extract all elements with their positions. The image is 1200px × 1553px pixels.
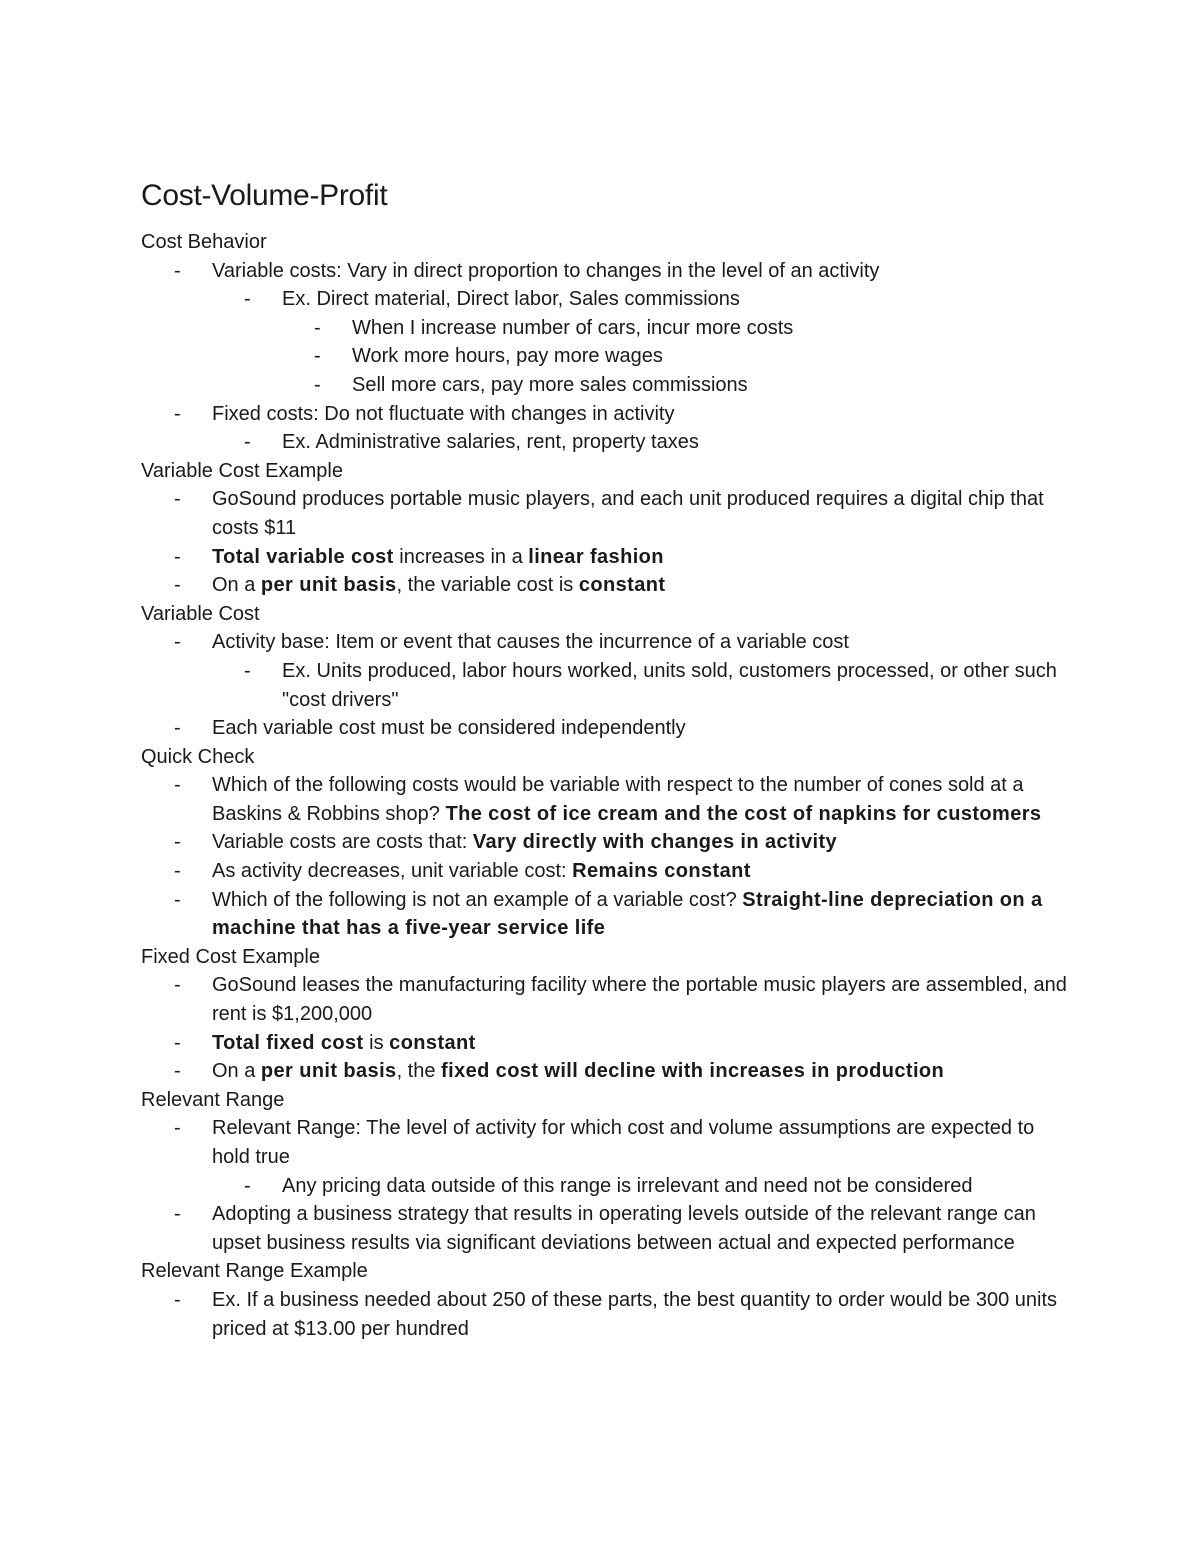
- list-item: [141, 1172, 1071, 1201]
- text-run: Which of the following is not an example of a variable cost?: [212, 888, 743, 911]
- list-item-text: [212, 974, 1067, 1025]
- list-item: [141, 971, 1071, 1028]
- bold-text: The cost of ice cream and the cost of napkins for customers: [445, 802, 1042, 825]
- text-run: Ex. If a business needed about 250 of these parts, the best quantity to order would be 300 units priced at $13.00 per hundred: [212, 1288, 1058, 1340]
- list-item-text: [352, 374, 748, 396]
- text-run: Ex. Direct material, Direct labor, Sales commissions: [282, 288, 740, 311]
- list-item-text: [282, 431, 699, 453]
- list-item: [141, 571, 1071, 600]
- list-item-text: [282, 660, 1057, 711]
- list-item: [141, 828, 1071, 857]
- bullet-dash: -: [174, 974, 181, 997]
- document-title: Cost-Volume-Profit: [141, 179, 388, 212]
- bullet-dash: -: [244, 1174, 251, 1197]
- list-item: [141, 886, 1071, 943]
- bullet-dash: -: [244, 431, 251, 454]
- list-item-text: [212, 403, 674, 425]
- list-item: [141, 1286, 1071, 1343]
- list-item: [141, 257, 1071, 286]
- list-item: [141, 1057, 1071, 1086]
- list-item-text: [212, 574, 665, 596]
- bold-text: Total fixed cost: [212, 1031, 364, 1054]
- list-item-text: [212, 717, 686, 739]
- list-item: [141, 1029, 1071, 1058]
- list-item-text: [212, 889, 1043, 940]
- text-run: Ex. Units produced, labor hours worked, units sold, customers processed, or other such "cost drivers": [282, 659, 1057, 711]
- list-item: [141, 371, 1071, 400]
- list-item-text: [212, 631, 849, 653]
- bullet-dash: -: [174, 1031, 181, 1054]
- list-item: [141, 285, 1071, 314]
- bold-text: fixed cost will decline with increases in production: [441, 1060, 945, 1083]
- text-run: On a: [212, 574, 261, 597]
- list-item-text: [212, 546, 664, 568]
- list-item-text: [212, 488, 1044, 539]
- bullet-dash: -: [314, 373, 321, 396]
- bullet-dash: -: [174, 631, 181, 654]
- list-item-text: [282, 288, 740, 310]
- list-item-text: [212, 1032, 476, 1054]
- text-run: Variable costs are costs that:: [212, 831, 473, 854]
- bullet-dash: -: [174, 259, 181, 282]
- list-item-text: [352, 345, 663, 367]
- bold-text: per unit basis: [260, 1060, 397, 1083]
- bullet-dash: -: [174, 545, 181, 568]
- section: [141, 600, 1071, 743]
- list-item-text: [212, 1060, 944, 1082]
- bullet-dash: -: [174, 574, 181, 597]
- text-run: , the: [396, 1060, 442, 1083]
- bullet-dash: -: [174, 860, 181, 883]
- list-item-text: [212, 774, 1041, 825]
- text-run: On a: [212, 1060, 261, 1083]
- list-item: [141, 428, 1071, 457]
- list-item: [141, 714, 1071, 743]
- section: [141, 943, 1071, 1086]
- text-run: Activity base: Item or event that causes the incurrence of a variable cost: [212, 631, 849, 654]
- text-run: Each variable cost must be considered independently: [212, 717, 686, 740]
- section-heading: Variable Cost Example: [141, 459, 343, 482]
- list-item: [141, 628, 1071, 657]
- bold-text: Straight-line depreciation on a machine that has a five-year service life: [212, 888, 1043, 940]
- section: [141, 228, 1071, 457]
- bullet-dash: -: [174, 717, 181, 740]
- section: [141, 457, 1071, 600]
- text-run: increases in a: [393, 545, 529, 568]
- text-run: , the variable cost is: [396, 574, 579, 597]
- text-run: Which of the following costs would be variable with respect to the number of cones sold at a Baskins & Robbins shop?: [212, 774, 1024, 825]
- bullet-dash: -: [174, 1117, 181, 1140]
- bullet-dash: -: [174, 831, 181, 854]
- text-run: Variable costs: Vary in direct proportion to changes in the level of an activity: [212, 259, 880, 282]
- bullet-dash: -: [174, 1060, 181, 1083]
- list-item-text: [212, 1203, 1036, 1254]
- text-run: GoSound leases the manufacturing facility where the portable music players are assembled, and rent is $1,200,000: [212, 974, 1067, 1026]
- list-item-text: [352, 317, 793, 339]
- bold-text: Remains constant: [572, 860, 751, 883]
- bullet-dash: -: [244, 288, 251, 311]
- list-item: [141, 657, 1071, 714]
- document-body: [141, 176, 1071, 1343]
- text-run: GoSound produces portable music players, and each unit produced requires a digital chip that costs $11: [212, 488, 1044, 539]
- text-run: As activity decreases, unit variable cost:: [212, 860, 573, 883]
- bullet-dash: -: [314, 345, 321, 368]
- text-run: Ex. Administrative salaries, rent, property taxes: [282, 431, 699, 454]
- list-item-text: [212, 831, 837, 853]
- bold-text: linear fashion: [528, 545, 664, 568]
- text-run: Sell more cars, pay more sales commissions: [352, 373, 748, 396]
- list-item-text: [212, 260, 879, 282]
- section-heading: Relevant Range: [141, 1088, 285, 1111]
- text-run: Work more hours, pay more wages: [352, 345, 663, 368]
- list-item-text: [212, 1117, 1034, 1168]
- text-run: Relevant Range: The level of activity for which cost and volume assumptions are expected to hold true: [212, 1117, 1035, 1168]
- bullet-dash: -: [174, 488, 181, 511]
- list-item-text: [282, 1175, 972, 1197]
- bold-text: per unit basis: [260, 574, 397, 597]
- list-item-text: [212, 860, 751, 882]
- list-item: [141, 400, 1071, 429]
- section: [141, 1086, 1071, 1258]
- bullet-dash: -: [174, 1203, 181, 1226]
- bullet-dash: -: [174, 402, 181, 425]
- list-item: [141, 1200, 1071, 1257]
- text-run: Any pricing data outside of this range is irrelevant and need not be considered: [282, 1174, 973, 1197]
- section-heading: Quick Check: [141, 745, 255, 768]
- list-item: [141, 314, 1071, 343]
- section-heading: Fixed Cost Example: [141, 945, 320, 968]
- list-item: [141, 1114, 1071, 1171]
- section-heading: Relevant Range Example: [141, 1260, 368, 1283]
- text-run: Fixed costs: Do not fluctuate with changes in activity: [212, 402, 675, 425]
- section: [141, 1257, 1071, 1343]
- list-item: [141, 543, 1071, 572]
- list-item-text: [212, 1289, 1057, 1340]
- text-run: Adopting a business strategy that results in operating levels outside of the relevant range can upset business results via significant deviations between actual and expected performance: [212, 1203, 1036, 1254]
- bullet-dash: -: [314, 316, 321, 339]
- bullet-dash: -: [174, 774, 181, 797]
- list-item: [141, 485, 1071, 542]
- section-heading: Variable Cost: [141, 602, 260, 625]
- bullet-dash: -: [244, 659, 251, 682]
- text-run: is: [363, 1031, 390, 1054]
- list-item: [141, 771, 1071, 828]
- bullet-dash: -: [174, 888, 181, 911]
- bold-text: Vary directly with changes in activity: [472, 831, 838, 854]
- text-run: When I increase number of cars, incur more costs: [352, 316, 794, 339]
- bold-text: constant: [578, 574, 666, 597]
- list-item: [141, 857, 1071, 886]
- document-sections: [141, 228, 1071, 1343]
- list-item: [141, 342, 1071, 371]
- bullet-dash: -: [174, 1288, 181, 1311]
- section: [141, 743, 1071, 943]
- section-heading: Cost Behavior: [141, 231, 267, 253]
- bold-text: Total variable cost: [212, 545, 394, 568]
- bold-text: constant: [389, 1031, 476, 1054]
